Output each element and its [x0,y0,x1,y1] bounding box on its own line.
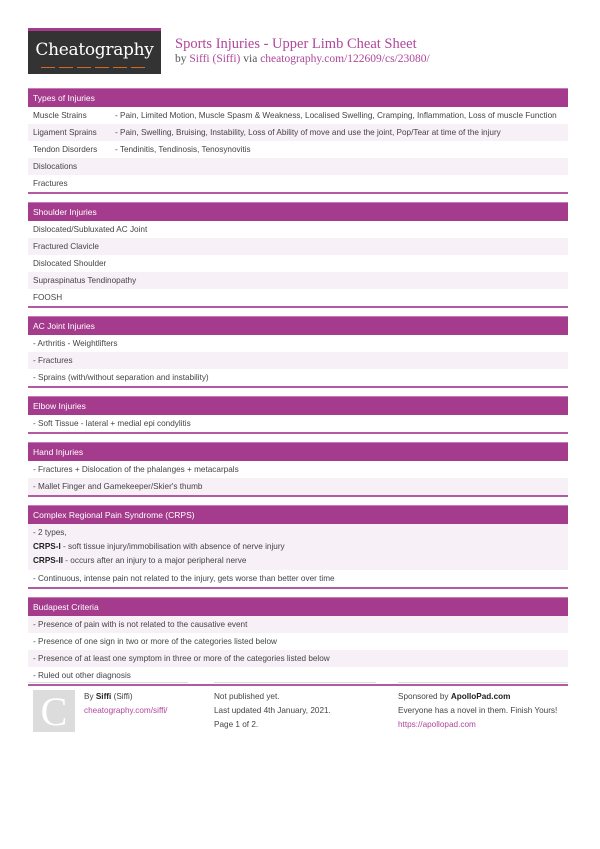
footer-author [84,690,167,718]
row-desc: - Pain, Limited Motion, Muscle Spasm & Weakness, Localised Swelling, Cramping, Inflammation, Loss of muscle Function [115,111,557,120]
crps-type-1 [33,540,568,554]
last-updated: Last updated 4th January, 2021. [214,706,331,715]
page-footer [28,682,568,752]
section-elbow-injuries [28,396,568,434]
author-link[interactable]: Siffi (Siffi) [189,53,241,65]
page-title: Sports Injuries - Upper Limb Cheat Sheet [175,36,417,52]
publish-status: Not published yet. [214,692,280,701]
crps-type-2-desc: - occurs after an injury to a major peripheral nerve [63,556,247,565]
section-budapest-criteria [28,597,568,686]
section-title: Budapest Criteria [28,597,568,616]
crps-type-2 [33,554,568,568]
avatar: C [33,690,75,732]
list-item: - Soft Tissue - lateral + medial epi condylitis [28,415,568,432]
row-label: Tendon Disorders [33,145,98,154]
list-item: Supraspinatus Tendinopathy [28,272,568,289]
sponsor-link[interactable]: https://apollopad.com [398,720,476,729]
section-types-of-injuries [28,88,568,194]
section-title: Shoulder Injuries [28,202,568,221]
row-desc [115,158,568,175]
section-body [28,461,568,495]
list-item: - Presence of one sign in two or more of the categories listed below [28,633,568,650]
list-item: Dislocated/Subluxated AC Joint [28,221,568,238]
sponsor-line [398,690,568,704]
row-label: Muscle Strains [33,111,87,120]
footer-by-prefix: By [84,692,96,701]
section-hand-injuries [28,442,568,497]
section-body [28,616,568,684]
crps-type-1-label: CRPS-I [33,542,61,551]
crps-types-intro: - 2 types, [33,528,67,537]
list-item: - Sprains (with/without separation and instability) [28,369,568,386]
row-label: Fractures [33,179,68,188]
byline-via: via [243,53,258,65]
list-item: Fractured Clavicle [28,238,568,255]
row-desc [115,175,568,192]
sponsor-name: ApolloPad.com [450,692,511,701]
cheat-sheet-sections [28,88,568,694]
footer-author-line [84,690,167,704]
table-row [28,158,568,175]
list-item: Dislocated Shoulder [28,255,568,272]
list-item: FOOSH [28,289,568,306]
list-item: - Presence of at least one symptom in three or more of the categories listed below [28,650,568,667]
section-shoulder-injuries [28,202,568,308]
row-label: Dislocations [33,162,78,171]
row-label: Ligament Sprains [33,128,97,137]
list-item: - Presence of pain with is not related to the causative event [28,616,568,633]
list-item: - Fractures + Dislocation of the phalanges + metacarpals [28,461,568,478]
title-block [175,36,430,67]
list-item: - Mallet Finger and Gamekeeper/Skier's thumb [28,478,568,495]
section-title: AC Joint Injuries [28,316,568,335]
footer-author-alias: (Siffi) [111,692,133,701]
row-desc: - Pain, Swelling, Bruising, Instability, Loss of Ability of move and use the joint, Pop/Tear at time of the injury [115,128,501,137]
table-row [28,124,568,141]
table-row [28,175,568,192]
section-title: Complex Regional Pain Syndrome (CRPS) [28,505,568,524]
section-body [28,221,568,306]
section-body [28,415,568,432]
footer-author-name: Siffi [95,692,112,701]
sheet-url-link[interactable]: cheatography.com/122609/cs/23080/ [260,53,430,65]
section-body [28,524,568,587]
list-item: - Continuous, intense pain not related to the injury, gets worse than better over time [28,570,568,587]
footer-status-column [214,682,376,752]
footer-author-column [28,682,188,752]
footer-sponsor-column [398,682,568,752]
section-title: Elbow Injuries [28,396,568,415]
crps-types-item [28,524,568,570]
table-row [28,107,568,124]
section-crps [28,505,568,589]
page-number: Page 1 of 2. [214,720,259,729]
logo-underline [41,67,148,68]
page-header [28,28,568,74]
row-desc: - Tendinitis, Tendinosis, Tenosynovitis [115,145,251,154]
byline [175,52,430,67]
cheatography-logo[interactable] [28,28,161,74]
logo-text: Cheatography [35,40,154,60]
section-body [28,335,568,386]
list-item: - Arthritis - Weightlifters [28,335,568,352]
sponsor-prefix: Sponsored by [398,692,451,701]
crps-type-2-label: CRPS-II [33,556,64,565]
byline-prefix: by [175,53,187,65]
sponsor-text: Everyone has a novel in them. Finish Yours! [398,706,558,715]
section-body [28,107,568,192]
list-item: - Fractures [28,352,568,369]
section-ac-joint-injuries [28,316,568,388]
section-title: Types of Injuries [28,88,568,107]
list-item: - Ruled out other diagnosis [28,667,568,684]
footer-author-link[interactable]: cheatography.com/siffi/ [84,706,168,715]
section-title: Hand Injuries [28,442,568,461]
table-row [28,141,568,158]
crps-type-1-desc: - soft tissue injury/immobilisation with absence of nerve injury [60,542,285,551]
